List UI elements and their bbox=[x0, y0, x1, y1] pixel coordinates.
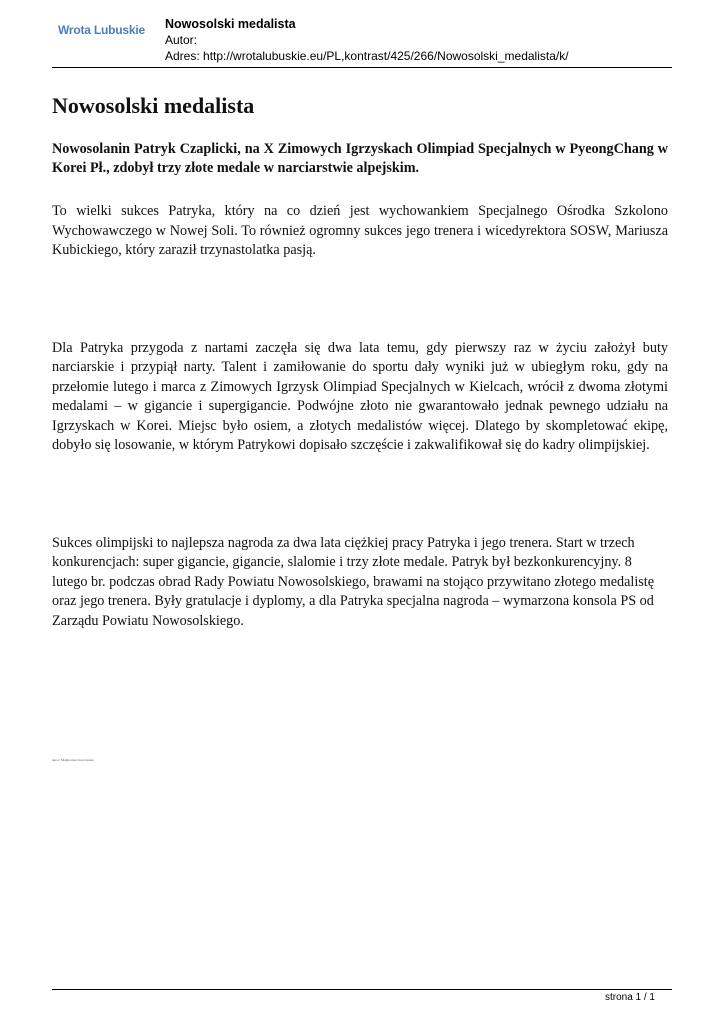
author-credit: autor: Małgorzata Gorzowska bbox=[52, 758, 94, 762]
document-header bbox=[165, 16, 569, 64]
article-title: Nowosolski medalista bbox=[52, 93, 255, 118]
site-logo: Wrota Lubuskie bbox=[58, 23, 145, 37]
header-title: Nowosolski medalista bbox=[165, 17, 296, 31]
article-paragraph-1: To wielki sukces Patryka, który na co dzień jest wychowankiem Specjalnego Ośrodka Szkolono Wychowawczego w Nowej Soli. To również ogromny sukces jego trenera i wicedyrektora SOSW, Mariusza Kubickiego, który zaraził trzynastolatka pasją. bbox=[52, 203, 668, 258]
header-divider bbox=[52, 67, 672, 68]
header-address: Adres: http://wrotalubuskie.eu/PL,kontrast/425/266/Nowosolski_medalista/k/ bbox=[165, 49, 569, 63]
footer-divider bbox=[52, 989, 672, 990]
header-author: Autor: bbox=[165, 33, 198, 47]
article-body bbox=[52, 92, 668, 631]
page-number: strona 1 / 1 bbox=[604, 992, 655, 1003]
article-lead: Nowosolanin Patryk Czaplicki, na X Zimowych Igrzyskach Olimpiad Specjalnych w PyeongChang w Korei Pł., zdobył trzy złote medale w narciarstwie alpejskim. bbox=[52, 141, 668, 176]
article-paragraph-3: Sukces olimpijski to najlepsza nagroda za dwa lata ciężkiej pracy Patryka i jego trenera. Start w trzech konkurencjach: super gigancie, gigancie, slalomie i trzy złote medale. Patryk był bezkonkurencyjny. 8 lutego br. podczas obrad Rady Powiatu Nowosolskiego, brawami na stojąco przywitano złotego medalistę oraz jego trenera. Były gratulacje i dyplomy, a dla Patryka specjalna nagroda – wymarzona konsola PS od Zarządu Powiatu Nowosolskiego. bbox=[52, 534, 655, 629]
article-paragraph-2: Dla Patryka przygoda z nartami zaczęła się dwa lata temu, gdy pierwszy raz w życiu założył buty narciarskie i przypiął narty. Talent i zamiłowanie do sportu dały wyniki już w ubiegłym roku, gdy na przełomie lutego i marca z Zimowych Igrzysk Olimpiad Specjalnych w Kielcach, wrócił z dwoma złotymi medalami – w gigancie i supergigancie. Podwójne złoto nie gwarantowało jednak pewnego udziału na Igrzyskach w Korei. Miejsc było osiem, a złotych medalistów więcej. Dlatego by skompletować ekipę, dobyło się losowanie, w którym Patrykowi dopisało szczęście i zakwalifikował się do kadry olimpijskiej. bbox=[52, 339, 668, 453]
